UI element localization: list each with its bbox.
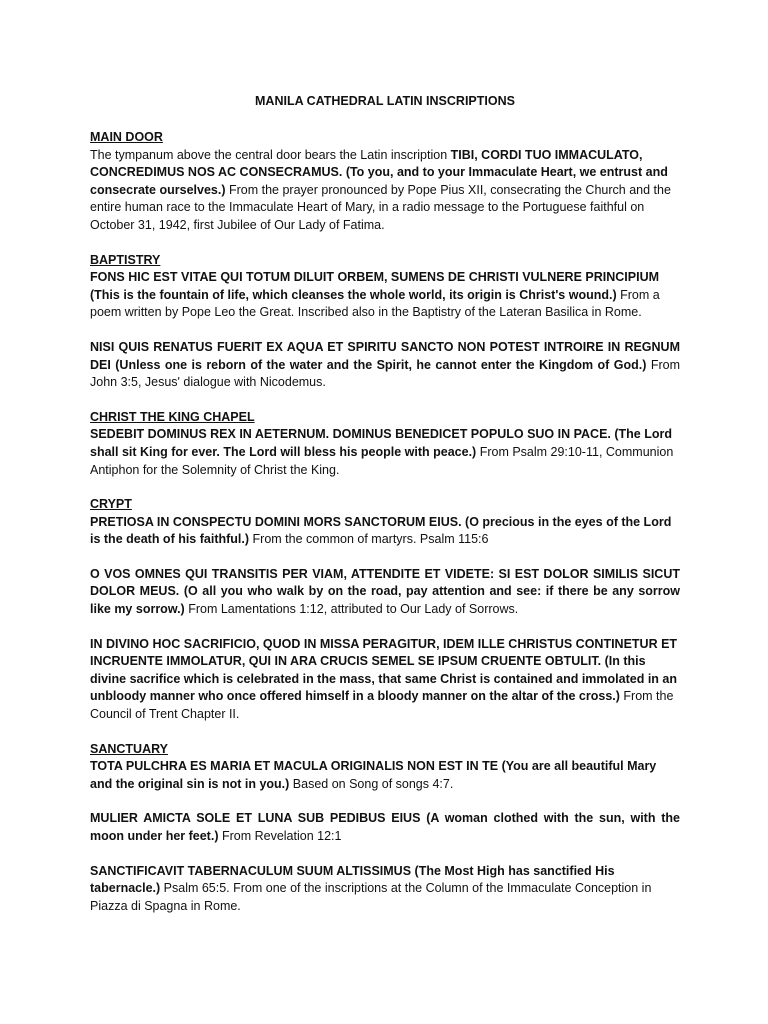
inscription-entry xyxy=(90,810,680,845)
inscription-source: From John 3:5, Jesus' dialogue with Nicodemus. xyxy=(90,357,680,390)
inscription-translation: (This is the fountain of life, which cleanses the whole world, its origin is Christ's wound.) xyxy=(90,287,617,302)
inscription-entry xyxy=(90,269,680,322)
section-heading: BAPTISTRY xyxy=(90,252,161,267)
inscription-translation: (To you, and to your Immaculate Heart, we entrust and consecrate ourselves.) xyxy=(90,165,668,197)
inscription-entry xyxy=(90,426,680,479)
inscription-entry xyxy=(90,514,680,549)
section-baptistry xyxy=(90,252,680,392)
latin-inscription: NISI QUIS RENATUS FUERIT EX AQUA ET SPIRITU SANCTO NON POTEST INTROIRE IN REGNUM DEI xyxy=(90,339,680,372)
inscription-translation: (O precious in the eyes of the Lord is the death of his faithful.) xyxy=(90,514,672,547)
section-heading: CHRIST THE KING CHAPEL xyxy=(90,409,255,424)
inscription-source: Psalm 65:5. From one of the inscriptions at the Column of the Immaculate Conception in Piazza di Spagna in Rome. xyxy=(90,881,652,913)
inscription-source: From a poem written by Pope Leo the Great. Inscribed also in the Baptistry of the Lateran Basilica in Rome. xyxy=(90,287,660,320)
latin-inscription: FONS HIC EST VITAE QUI TOTUM DILUIT ORBEM, SUMENS DE CHRISTI VULNERE PRINCIPIUM xyxy=(90,270,660,285)
inscription-translation: (In this divine sacrifice which is celebrated in the mass, that same Christ is contained and immolated in an unbloody manner who once offered himself in a bloody manner on the altar of the cross.) xyxy=(90,654,677,704)
section-sanctuary xyxy=(90,741,680,916)
latin-inscription: TIBI, CORDI TUO IMMACULATO, CONCREDIMUS NOS AC CONSECRAMUS. xyxy=(90,147,643,180)
inscription-translation: (A woman clothed with the sun, with the moon under her feet.) xyxy=(90,811,680,843)
latin-inscription: MULIER AMICTA SOLE ET LUNA SUB PEDIBUS EIUS xyxy=(90,811,421,826)
inscription-source: From Lamentations 1:12, attributed to Our Lady of Sorrows. xyxy=(188,602,519,617)
section-christ-the-king-chapel xyxy=(90,409,680,479)
latin-inscription: IN DIVINO HOC SACRIFICIO, QUOD IN MISSA PERAGITUR, IDEM ILLE CHRISTUS CONTINETUR ET INCRUENTE IMMOLATUR, QUI IN ARA CRUCIS SEMEL SE IPSUM CRUENTE OBTULIT. xyxy=(90,636,678,669)
inscription-entry xyxy=(90,636,680,724)
section-heading: MAIN DOOR xyxy=(90,130,163,144)
section-main-door xyxy=(90,129,680,235)
section-heading: CRYPT xyxy=(90,497,132,512)
inscription-source: From the prayer pronounced by Pope Pius XII, consecrating the Church and the entire human race to the Immaculate Heart of Mary, in a radio message to the Portuguese faithful on October 31, 1942, first Jubilee of Our Lady of Fatima. xyxy=(90,182,671,232)
inscription-source: From the Council of Trent Chapter II. xyxy=(90,689,674,722)
latin-inscription: SANCTIFICAVIT TABERNACULUM SUUM ALTISSIMUS xyxy=(90,863,412,878)
inscription-intro: The tympanum above the central door bears the Latin inscription xyxy=(90,147,451,162)
inscription-entry xyxy=(90,758,680,793)
document-title: MANILA CATHEDRAL LATIN INSCRIPTIONS xyxy=(255,94,515,108)
inscription-entry xyxy=(90,339,680,392)
inscription-source: From Psalm 29:10-11, Communion Antiphon for the Solemnity of Christ the King. xyxy=(90,444,674,477)
inscription-translation: (You are all beautiful Mary and the original sin is not in you.) xyxy=(90,759,657,791)
inscription-entry xyxy=(90,566,680,619)
inscription-source: From the common of martyrs. Psalm 115:6 xyxy=(252,532,489,547)
inscription-entry xyxy=(90,863,680,916)
latin-inscription: PRETIOSA IN CONSPECTU DOMINI MORS SANCTORUM EIUS. xyxy=(90,514,462,529)
inscription-translation: (The Most High has sanctified His tabernacle.) xyxy=(90,863,615,896)
inscription-translation: (O all you who walk by on the road, pay attention and see: if there be any sorrow like my sorrow.) xyxy=(90,584,680,617)
section-crypt xyxy=(90,496,680,724)
section-heading: SANCTUARY xyxy=(90,741,169,756)
inscription-source: Based on Song of songs 4:7. xyxy=(292,776,454,791)
latin-inscription: SEDEBIT DOMINUS REX IN AETERNUM. DOMINUS BENEDICET POPULO SUO IN PACE. xyxy=(90,427,611,442)
inscription-source: From Revelation 12:1 xyxy=(221,829,342,843)
document-page xyxy=(90,92,680,932)
latin-inscription: TOTA PULCHRA ES MARIA ET MACULA ORIGINALIS NON EST IN TE xyxy=(90,759,499,774)
inscription-entry xyxy=(90,147,680,235)
inscription-translation: (The Lord shall sit King for ever. The Lord will bless his people with peace.) xyxy=(90,427,672,459)
inscription-translation: (Unless one is reborn of the water and the Spirit, he cannot enter the Kingdom of God.) xyxy=(115,357,647,372)
latin-inscription: O VOS OMNES QUI TRANSITIS PER VIAM, ATTENDITE ET VIDETE: SI EST DOLOR SIMILIS SICUT DOLOR MEUS. xyxy=(90,566,680,599)
